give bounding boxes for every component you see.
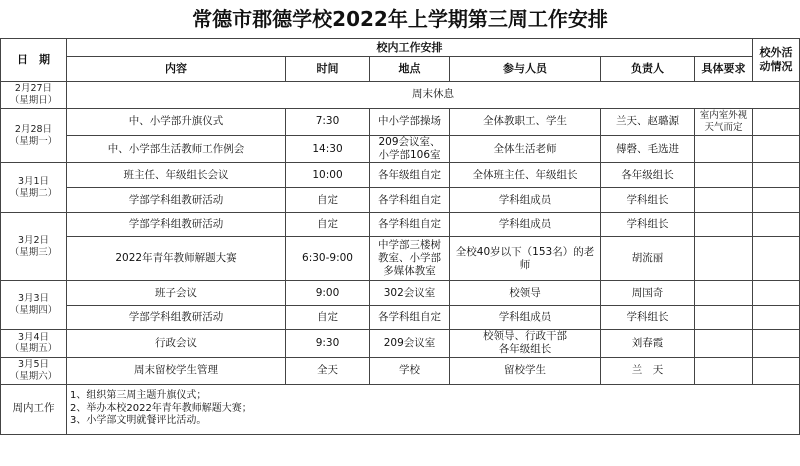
header-row-1: [1, 39, 800, 57]
content-cell: 中、小学部升旗仪式: [67, 109, 286, 136]
date-cell: [1, 357, 67, 384]
requirements-column-header: 具体要求: [695, 57, 753, 82]
date-cell: [1, 163, 67, 213]
date-text: 3月4日: [17, 331, 50, 343]
outside-activity-cell: [753, 306, 800, 330]
requirements-cell: [695, 188, 753, 213]
place-cell: 各学科组自定: [370, 188, 450, 213]
time-cell: 9:30: [286, 330, 370, 357]
content-cell: 中、小学部生活教师工作例会: [67, 136, 286, 163]
requirements-cell: [695, 306, 753, 330]
participants-cell: 留校学生: [450, 357, 601, 384]
weekly-work-notes: [67, 384, 800, 434]
participants-cell: 全体生活老师: [450, 136, 601, 163]
leader-cell: 学科组长: [601, 213, 695, 237]
weekday-text: （星期四）: [9, 305, 58, 317]
leader-cell: 学科组长: [601, 188, 695, 213]
time-cell: 9:00: [286, 281, 370, 306]
leader-cell: 各年级组长: [601, 163, 695, 188]
table-row: [1, 163, 800, 188]
weekday-text: （星期日）: [9, 95, 58, 106]
date-text: 3月3日: [17, 293, 50, 305]
place-cell: 学校: [370, 357, 450, 384]
weekly-work-item: 1、组织第三周主题升旗仪式；: [70, 390, 207, 402]
place-line: 教室、小学部: [378, 252, 441, 265]
time-column-header: 时间: [286, 57, 370, 82]
time-cell: 全天: [286, 357, 370, 384]
outside-activity-cell: [753, 357, 800, 384]
content-cell: 周末留校学生管理: [67, 357, 286, 384]
date-text: 2月28日: [14, 123, 53, 135]
requirements-line: 天气而定: [704, 122, 743, 133]
content-cell: 学部学科组教研活动: [67, 306, 286, 330]
weekday-text: （星期六）: [9, 370, 58, 382]
date-header: 日 期: [1, 39, 67, 82]
place-line: 小学部106室: [378, 149, 441, 162]
content-cell: 学部学科组教研活动: [67, 213, 286, 237]
participants-cell: 校领导: [450, 281, 601, 306]
outside-activity-cell: [753, 237, 800, 281]
date-cell: [1, 281, 67, 330]
place-cell: 各年级组自定: [370, 163, 450, 188]
outside-activity-cell: [753, 188, 800, 213]
participants-cell: 学科组成员: [450, 188, 601, 213]
place-cell: [370, 237, 450, 281]
table-row: [1, 82, 800, 109]
participants-line: 各年级组长: [498, 343, 552, 356]
table-row: [1, 306, 800, 330]
content-cell: 行政会议: [67, 330, 286, 357]
table-row: [1, 213, 800, 237]
place-line: 209会议室、: [378, 136, 441, 148]
place-cell: 各学科组自定: [370, 306, 450, 330]
place-cell: [370, 136, 450, 163]
leader-cell: 胡流丽: [601, 237, 695, 281]
outside-activity-cell: [753, 109, 800, 136]
date-cell: [1, 330, 67, 357]
place-cell: 各学科组自定: [370, 213, 450, 237]
time-cell: 10:00: [286, 163, 370, 188]
table-row: [1, 188, 800, 213]
outside-activity-header-line1: 校外活: [759, 46, 793, 60]
date-text: 3月2日: [17, 234, 50, 246]
participants-cell: 学科组成员: [450, 213, 601, 237]
participants-cell: 全校40岁以下（153名）的老师: [450, 237, 601, 281]
requirements-cell: [695, 357, 753, 384]
leader-cell: 兰天、赵璐源: [601, 109, 695, 136]
leader-cell: 周国奇: [601, 281, 695, 306]
outside-activity-header: [753, 39, 800, 82]
place-cell: 302会议室: [370, 281, 450, 306]
time-cell: 自定: [286, 213, 370, 237]
participants-line: 校领导、行政干部: [483, 330, 567, 343]
requirements-cell: [695, 136, 753, 163]
outside-activity-cell: [753, 281, 800, 306]
content-cell: 班子会议: [67, 281, 286, 306]
participants-cell: 全体教职工、学生: [450, 109, 601, 136]
date-text: 2月27日: [14, 83, 53, 95]
time-cell: 自定: [286, 188, 370, 213]
participants-cell: [450, 330, 601, 357]
weekly-work-row: [1, 384, 800, 434]
table-row: [1, 109, 800, 136]
weekday-text: （星期一）: [9, 135, 58, 147]
requirements-cell: [695, 330, 753, 357]
table-row: [1, 357, 800, 384]
table-row: [1, 237, 800, 281]
content-cell: 2022年青年教师解题大赛: [67, 237, 286, 281]
place-column-header: 地点: [370, 57, 450, 82]
time-cell: 14:30: [286, 136, 370, 163]
time-cell: 7:30: [286, 109, 370, 136]
weekly-work-label: 周内工作: [1, 384, 67, 434]
weekday-text: （星期三）: [9, 246, 58, 258]
participants-cell: 全体班主任、年级组长: [450, 163, 601, 188]
outside-activity-cell: [753, 163, 800, 188]
date-text: 3月1日: [17, 175, 50, 187]
leader-cell: 学科组长: [601, 306, 695, 330]
weekly-work-item: 3、小学部文明就餐评比活动。: [70, 415, 207, 427]
leader-column-header: 负责人: [601, 57, 695, 82]
page-title: 常德市郡德学校2022年上学期第三周工作安排: [192, 7, 608, 31]
requirements-cell: [695, 163, 753, 188]
content-column-header: 内容: [67, 57, 286, 82]
content-cell: 班主任、年级组长会议: [67, 163, 286, 188]
place-line: 多媒体教室: [383, 265, 436, 278]
outside-activity-cell: [753, 213, 800, 237]
time-cell: 自定: [286, 306, 370, 330]
leader-cell: 兰 天: [601, 357, 695, 384]
leader-cell: 刘春霞: [601, 330, 695, 357]
weekend-rest-cell: 周末休息: [67, 82, 800, 109]
place-cell: 209会议室: [370, 330, 450, 357]
weekday-text: （星期五）: [9, 343, 58, 355]
participants-cell: 学科组成员: [450, 306, 601, 330]
schedule-table: [0, 38, 800, 435]
requirements-line: 室内室外视: [699, 110, 748, 122]
place-cell: 中小学部操场: [370, 109, 450, 136]
table-row: [1, 330, 800, 357]
content-cell: 学部学科组教研活动: [67, 188, 286, 213]
requirements-cell: [695, 109, 753, 136]
date-cell: [1, 82, 67, 109]
weekly-work-item: 2、举办本校2022年青年教师解题大赛；: [70, 402, 252, 414]
place-line: 中学部三楼树: [378, 239, 441, 252]
requirements-cell: [695, 281, 753, 306]
date-text: 3月5日: [17, 358, 50, 370]
header-row-2: [1, 57, 800, 82]
requirements-cell: [695, 213, 753, 237]
leader-cell: 傅磬、毛选进: [601, 136, 695, 163]
outside-activity-header-line2: 动情况: [759, 60, 793, 73]
participants-column-header: 参与人员: [450, 57, 601, 82]
date-cell: [1, 213, 67, 281]
school-work-header: 校内工作安排: [67, 39, 753, 57]
date-cell: [1, 109, 67, 163]
table-row: [1, 281, 800, 306]
time-cell: 6:30-9:00: [286, 237, 370, 281]
outside-activity-cell: [753, 330, 800, 357]
weekday-text: （星期二）: [9, 187, 58, 199]
table-row: [1, 136, 800, 163]
requirements-cell: [695, 237, 753, 281]
outside-activity-cell: [753, 136, 800, 163]
